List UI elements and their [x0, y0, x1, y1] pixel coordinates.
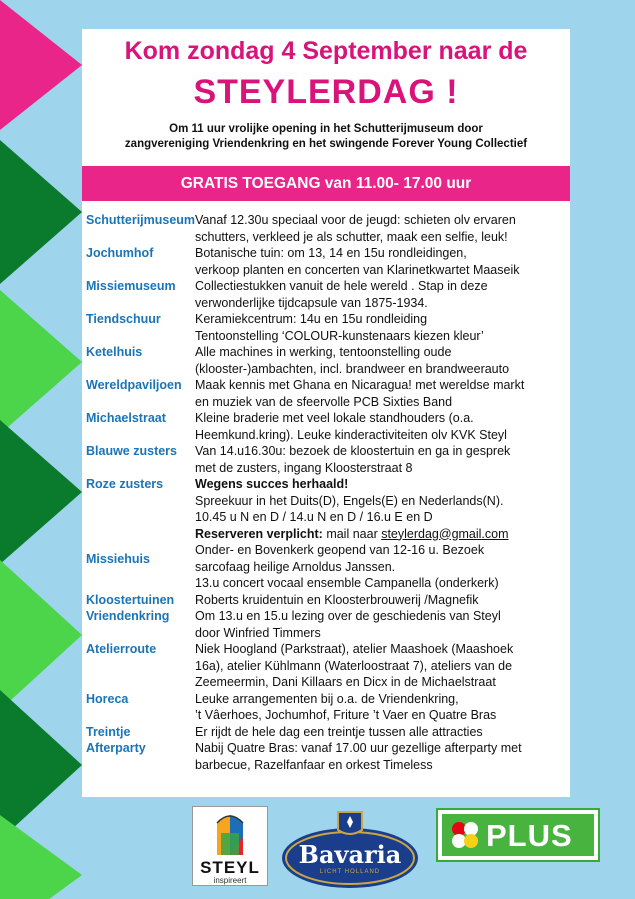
event-description: [195, 344, 570, 377]
event-name: Tiendschuur: [86, 312, 161, 326]
event-line: met de zusters, ingang Kloosterstraat 8: [195, 460, 413, 475]
event-line: barbecue, Razelfanfaar en orkest Timeless: [195, 757, 433, 772]
event-row: [82, 542, 570, 592]
event-name: Vriendenkring: [86, 609, 170, 623]
intro-line: zangvereniging Vriendenkring en het swingende Forever Young Collectief: [124, 138, 528, 150]
event-line: Maak kennis met Ghana en Nicaragua! met wereldse markt: [195, 378, 525, 392]
event-name: Michaelstraat: [86, 411, 166, 425]
intro-line: Om 11 uur vrolijke opening in het Schutterijmuseum door: [169, 123, 483, 135]
event-line: Tentoonstelling ‘COLOUR-kunstenaars kiezen kleur’: [195, 328, 484, 343]
event-row: [82, 278, 570, 311]
free-entry-banner: GRATIS TOEGANG van 11.00- 17.00 uur: [82, 166, 570, 201]
event-row: [82, 740, 570, 773]
event-line: Onder- en Bovenkerk geopend van 12-16 u. Bezoek: [195, 543, 485, 557]
event-row: [82, 410, 570, 443]
event-line: verwonderlijke tijdcapsule van 1875-1934.: [195, 295, 428, 310]
event-description: [195, 377, 570, 410]
event-name: Missiemuseum: [86, 279, 176, 293]
event-description: [195, 641, 570, 691]
event-row: [82, 608, 570, 641]
event-row: [82, 476, 570, 542]
bavaria-logo: [280, 806, 420, 890]
decor-triangle: [0, 815, 82, 899]
event-line: Leuke arrangementen bij o.a. de Vriendenkring,: [195, 691, 459, 706]
event-description: [195, 245, 570, 278]
plus-logo-text: PLUS: [486, 818, 573, 853]
event-line: Keramiekcentrum: 14u en 15u rondleiding: [195, 312, 428, 326]
event-description: [195, 278, 570, 311]
event-description: [195, 608, 570, 641]
event-line: 10.45 u N en D / 14.u N en D / 16.u E en D: [195, 510, 433, 524]
event-description: [195, 592, 570, 609]
steyl-logo-text: STEYL: [200, 858, 260, 877]
event-name: Jochumhof: [86, 246, 154, 260]
event-description: [195, 740, 570, 773]
event-line: Botanische tuin: om 13, 14 en 15u rondleidingen,: [195, 246, 467, 260]
flyer-panel: [82, 29, 570, 797]
event-name: Ketelhuis: [86, 345, 143, 359]
event-line: ’t Vâerhoes, Jochumhof, Friture ’t Vaer en Quatre Bras: [195, 708, 497, 722]
event-line: Van 14.u16.30u: bezoek de kloostertuin en ga in gesprek: [195, 444, 511, 458]
intro-text: [92, 122, 560, 152]
event-description: [195, 476, 570, 542]
event-row: [82, 212, 570, 245]
steyl-logo: [192, 806, 268, 886]
reservation-label: Reserveren verplicht:: [195, 526, 323, 541]
event-description: [195, 691, 570, 724]
steyl-logo-tagline: inspireert: [213, 876, 247, 885]
reservation-line: [195, 526, 564, 543]
event-line: door Winfried Timmers: [195, 625, 321, 640]
event-line: Niek Hoogland (Parkstraat), atelier Maashoek (Maashoek: [195, 642, 514, 656]
event-line: 16a), atelier Kühlmann (Waterloostraat 7), ateliers van de: [195, 658, 513, 673]
event-line: Alle machines in werking, tentoonstelling oude: [195, 345, 452, 359]
event-description: [195, 542, 570, 592]
plus-flower-icon: [448, 818, 482, 852]
event-line: verkoop planten en concerten van Klarinetkwartet Maaseik: [195, 262, 520, 277]
event-row: [82, 344, 570, 377]
event-row: [82, 592, 570, 609]
event-name: Kloostertuinen: [86, 592, 175, 607]
email-link[interactable]: steylerdag@gmail.com: [381, 526, 509, 541]
event-name: Missiehuis: [86, 552, 150, 566]
decor-triangle: [0, 140, 82, 284]
events-list: [82, 212, 570, 773]
plus-logo-inner: [442, 814, 594, 856]
event-line: Om 13.u en 15.u lezing over de geschiedenis van Steyl: [195, 609, 501, 623]
event-description: [195, 443, 570, 476]
event-line: Collectiestukken vanuit de hele wereld . Stap in deze: [195, 279, 488, 293]
event-row: [82, 311, 570, 344]
event-row: [82, 724, 570, 741]
bavaria-logo-text: Bavaria: [298, 840, 402, 869]
event-line: Heemkund.kring). Leuke kinderactiviteiten olv KVK Steyl: [195, 427, 507, 442]
event-line: schutters, verkleed je als schutter, maak een selfie, leuk!: [195, 229, 508, 244]
event-row: [82, 641, 570, 691]
title-line-1: Kom zondag 4 September naar de: [124, 37, 528, 65]
bavaria-logo-sub: LICHT HOLLAND: [319, 869, 381, 875]
event-line: sarcofaag heilige Arnoldus Janssen.: [195, 559, 396, 574]
decor-triangle: [0, 420, 82, 564]
plus-logo: [436, 808, 600, 862]
event-highlight: Wegens succes herhaald!: [195, 477, 349, 491]
reservation-text: mail naar: [322, 526, 382, 541]
event-row: [82, 691, 570, 724]
event-name: Schutterijmuseum: [86, 213, 196, 227]
decor-triangle: [0, 560, 82, 710]
event-line: Vanaf 12.30u speciaal voor de jeugd: schieten olv ervaren: [195, 213, 516, 227]
event-name: Horeca: [86, 691, 129, 706]
event-name: Wereldpaviljoen: [86, 378, 182, 392]
event-line: en muziek van de sfeervolle PCB Sixties Band: [195, 394, 453, 409]
event-description: [195, 410, 570, 443]
event-line: Kleine braderie met veel lokale standhouders (o.a.: [195, 411, 474, 425]
event-name: Atelierroute: [86, 642, 157, 656]
event-line: 13.u concert vocaal ensemble Campanella (onderkerk): [195, 576, 499, 590]
event-line: Roberts kruidentuin en Kloosterbrouwerij /Magnefik: [195, 592, 479, 607]
event-description: [195, 311, 570, 344]
decor-triangle: [0, 290, 82, 434]
event-row: [82, 377, 570, 410]
event-line: Zeemeermin, Dani Killaars en Dicx in de Michaelstraat: [195, 675, 496, 689]
event-description: [195, 724, 570, 741]
event-line: Er rijdt de hele dag een treintje tussen alle attracties: [195, 724, 483, 739]
event-row: [82, 443, 570, 476]
event-line: Spreekuur in het Duits(D), Engels(E) en Nederlands(N).: [195, 493, 504, 508]
event-description: [195, 212, 570, 245]
event-line: Nabij Quatre Bras: vanaf 17.00 uur gezellige afterparty met: [195, 741, 522, 755]
event-name: Treintje: [86, 724, 131, 739]
steyl-emblem-icon: [193, 807, 267, 859]
title-line-2: STEYLERDAG !: [193, 73, 459, 111]
event-name: Afterparty: [86, 741, 146, 755]
event-name: Roze zusters: [86, 477, 164, 491]
event-name: Blauwe zusters: [86, 444, 178, 458]
decor-triangle: [0, 0, 82, 130]
event-line: (klooster-)ambachten, incl. brandweer en brandweerauto: [195, 361, 510, 376]
event-row: [82, 245, 570, 278]
